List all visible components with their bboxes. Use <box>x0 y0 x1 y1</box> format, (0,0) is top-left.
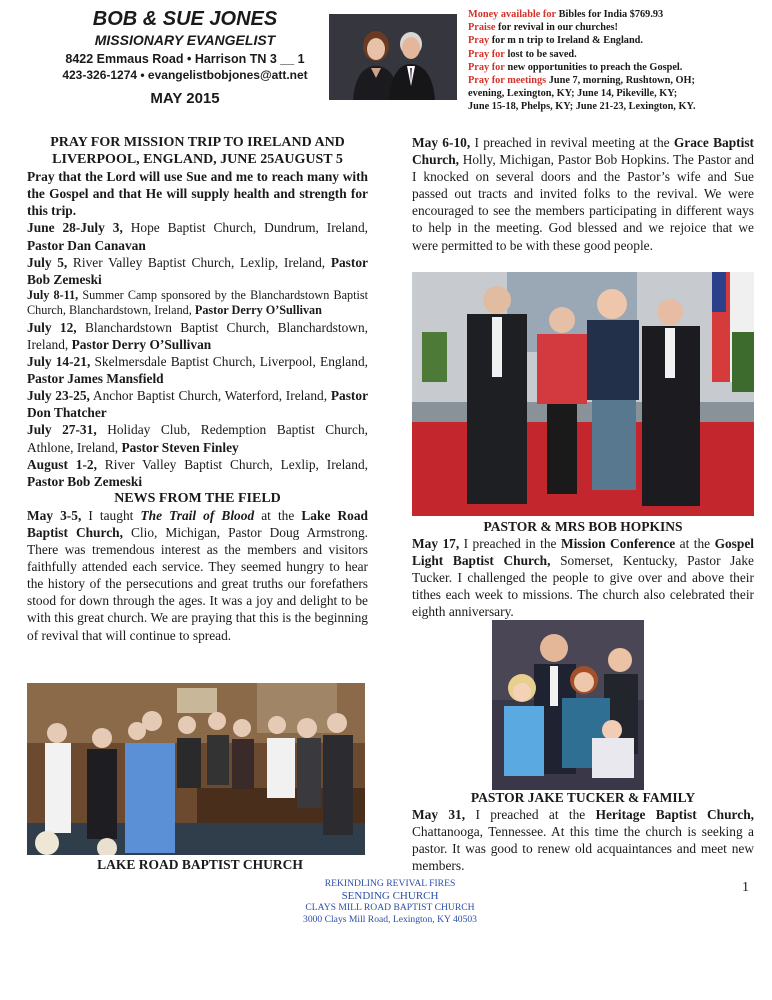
schedule-entry <box>27 319 368 353</box>
news-text: I taught <box>81 507 141 523</box>
footer-line: 3000 Clays Mill Road, Lexington, KY 40503 <box>303 914 477 925</box>
news-text: Chattanooga, Tennessee. At this time the church is seeking a pastor. It was good to renew old acquaintances and meet new members. <box>412 824 754 874</box>
schedule-date: July 12, <box>27 319 77 335</box>
schedule-entry <box>27 353 368 387</box>
prayer-item <box>468 100 768 113</box>
schedule-place: River Valley Baptist Church, Lexlip, Ireland, <box>96 456 368 472</box>
news-date: May 3-5, <box>27 507 82 523</box>
prayer-item <box>468 21 768 34</box>
news-date: May 17, <box>412 536 460 551</box>
schedule-entry <box>27 387 368 421</box>
schedule-pastor: Pastor Bob Zemeski <box>27 254 368 287</box>
schedule-place: Anchor Baptist Church, Waterford, Ireland, <box>89 388 331 404</box>
prayer-text: June 15-18, Phelps, KY; June 21-23, Lexington, KY. <box>468 101 696 113</box>
prayer-item <box>468 61 768 74</box>
footer-line: SENDING CHURCH <box>341 890 439 902</box>
schedule-pastor: Pastor Derry O’Sullivan <box>71 336 212 352</box>
news-text: I preached in revival meeting at the <box>470 135 674 150</box>
schedule-pastor: Pastor Steven Finley <box>121 439 239 455</box>
schedule-date: August 1-2, <box>27 456 97 472</box>
prayer-list <box>468 8 768 114</box>
prayer-item <box>468 48 768 61</box>
schedule-date: June 28-July 3, <box>27 220 123 236</box>
prayer-label: Money available for <box>468 9 557 20</box>
newsletter-date: MAY 2015 <box>150 90 220 107</box>
schedule-entry <box>27 456 368 490</box>
schedule-date: July 8-11, <box>27 287 79 302</box>
church-name: Gospel Light Baptist Church, <box>412 536 754 569</box>
right-column-middle <box>412 535 754 620</box>
news-paragraph-grace <box>412 134 754 254</box>
news-text: at the <box>254 507 302 523</box>
schedule-place: River Valley Baptist Church, Lexlip, Ireland, <box>67 254 331 270</box>
news-text: Clio, Michigan, Pastor Doug Armstrong. There was tremendous interest as the members and visitors faithfully attended each service. They seemed hungry to hear the history of the persecutions and great truths our forefathers stood for down through the ages. It was a joy and delight to be with this great church. We are praying that this is the beginning of revival that will continue to spread. <box>27 524 368 643</box>
prayer-text: for m n trip to Ireland & England. <box>491 35 643 47</box>
footer-sending-church <box>240 878 540 926</box>
news-date: May 31, <box>412 807 466 822</box>
photo-hopkins-group <box>412 272 754 516</box>
prayer-text: Bibles for India $769.93 <box>558 9 664 20</box>
schedule-entry <box>27 421 368 455</box>
event-name: Mission Conference <box>560 536 676 551</box>
news-text: I preached in the <box>459 536 561 551</box>
photo-bob-sue-jones <box>329 14 457 100</box>
schedule-place: Holiday Club, Redemption Baptist Church, Athlone, Ireland, <box>27 422 368 455</box>
news-paragraph-gospel-light <box>412 535 754 620</box>
news-heading: NEWS FROM THE FIELD <box>114 490 281 506</box>
caption-tucker: PASTOR JAKE TUCKER & FAMILY <box>470 790 696 805</box>
news-text: at the <box>675 536 715 551</box>
schedule-entry <box>27 219 368 253</box>
prayer-text: evening, Lexington, KY; June 14, Pikeville, KY; <box>468 88 678 100</box>
schedule-date: July 5, <box>27 254 68 270</box>
schedule-date: July 14-21, <box>27 354 91 370</box>
caption-hopkins: PASTOR & MRS BOB HOPKINS <box>483 519 683 534</box>
schedule-date: July 27-31, <box>27 422 97 438</box>
mission-trip-intro: Pray that the Lord will use Sue and me to reach many with the Gospel and that He will supply health and strength for this trip. <box>27 169 368 219</box>
newsletter-author-title: MISSIONARY EVANGELIST <box>94 32 276 48</box>
schedule-entry <box>27 288 368 319</box>
prayer-text: for revival in our churches! <box>498 22 618 34</box>
prayer-item <box>468 87 768 100</box>
prayer-label: Pray <box>468 35 490 47</box>
book-title: The Trail of Blood <box>140 507 255 523</box>
footer-line: CLAYS MILL ROAD BAPTIST CHURCH <box>305 902 475 913</box>
schedule-pastor: Pastor Derry O’Sullivan <box>194 303 322 318</box>
photo-tucker-family <box>492 620 644 790</box>
news-text: I preached at the <box>465 807 596 822</box>
photo-lake-road-church <box>27 683 365 855</box>
prayer-item <box>468 8 768 21</box>
news-text: Holly, Michigan, Pastor Bob Hopkins. The Pastor and I knocked on several doors and the Pastor’s wife and Sue passed out tracts and invited folks to the revival. We were encouraged to see the members participating in different ways to help in the meeting. God blessed and we rejoice that we were permitted to be with these good people. <box>412 152 754 253</box>
footer-line: REKINDLING REVIVAL FIRES <box>324 878 456 889</box>
schedule-pastor: Pastor Bob Zemeski <box>27 473 143 489</box>
left-column <box>27 134 368 644</box>
schedule-pastor: Pastor Don Thatcher <box>27 388 369 421</box>
mission-trip-heading: PRAY FOR MISSION TRIP TO IRELAND AND <box>50 135 345 150</box>
schedule-entry <box>27 254 368 288</box>
prayer-item <box>468 34 768 47</box>
schedule-pastor: Pastor Dan Canavan <box>27 237 146 253</box>
news-date: May 6-10, <box>412 135 471 150</box>
prayer-item <box>468 74 768 87</box>
newsletter-author-name: BOB & SUE JONES <box>92 8 278 30</box>
schedule-place: Hope Baptist Church, Dundrum, Ireland, <box>122 220 369 236</box>
mission-trip-heading-line2: LIVERPOOL, ENGLAND, JUNE 25AUGUST 5 <box>52 152 343 168</box>
schedule-date: July 23-25, <box>27 388 90 404</box>
right-column-top <box>412 134 754 254</box>
prayer-text: new opportunities to preach the Gospel. <box>507 61 683 73</box>
right-column-bottom <box>412 806 754 874</box>
mailing-address: 8422 Emmaus Road • Harrison TN 3 __ 1 <box>65 52 305 66</box>
prayer-label: Praise <box>468 22 496 34</box>
contact-line: 423-326-1274 • evangelistbobjones@att.net <box>62 68 308 82</box>
church-name: Grace Baptist Church, <box>412 135 755 168</box>
news-paragraph-heritage <box>412 806 754 874</box>
schedule-pastor: Pastor James Mansfield <box>27 371 164 387</box>
church-name: Lake Road Baptist Church, <box>27 507 368 540</box>
prayer-text: lost to be saved. <box>507 48 577 60</box>
news-paragraph-lake-road <box>27 507 368 644</box>
prayer-text: June 7, morning, Rushtown, OH; <box>548 75 695 87</box>
caption-lake-road: LAKE ROAD BAPTIST CHURCH <box>97 857 303 872</box>
prayer-label: Pray for <box>468 48 505 60</box>
prayer-label: Pray for meetings <box>468 75 547 87</box>
prayer-label: Pray for <box>468 61 505 73</box>
news-text: Somerset, Kentucky, Pastor Jake Tucker. I challenged the people to give over and above their tithes each week to missions. The church also celebrated their eighth anniversary. <box>412 553 754 620</box>
church-name: Heritage Baptist Church, <box>595 807 754 822</box>
schedule-place: Skelmersdale Baptist Church, Liverpool, England, <box>90 354 368 370</box>
schedule-place: Summer Camp sponsored by the Blanchardstown Baptist Church, Blanchardstown, Ireland, <box>27 287 368 318</box>
page-number: 1 <box>742 880 749 895</box>
schedule-place: Blanchardstown Baptist Church, Blanchardstown, Ireland, <box>27 319 368 352</box>
